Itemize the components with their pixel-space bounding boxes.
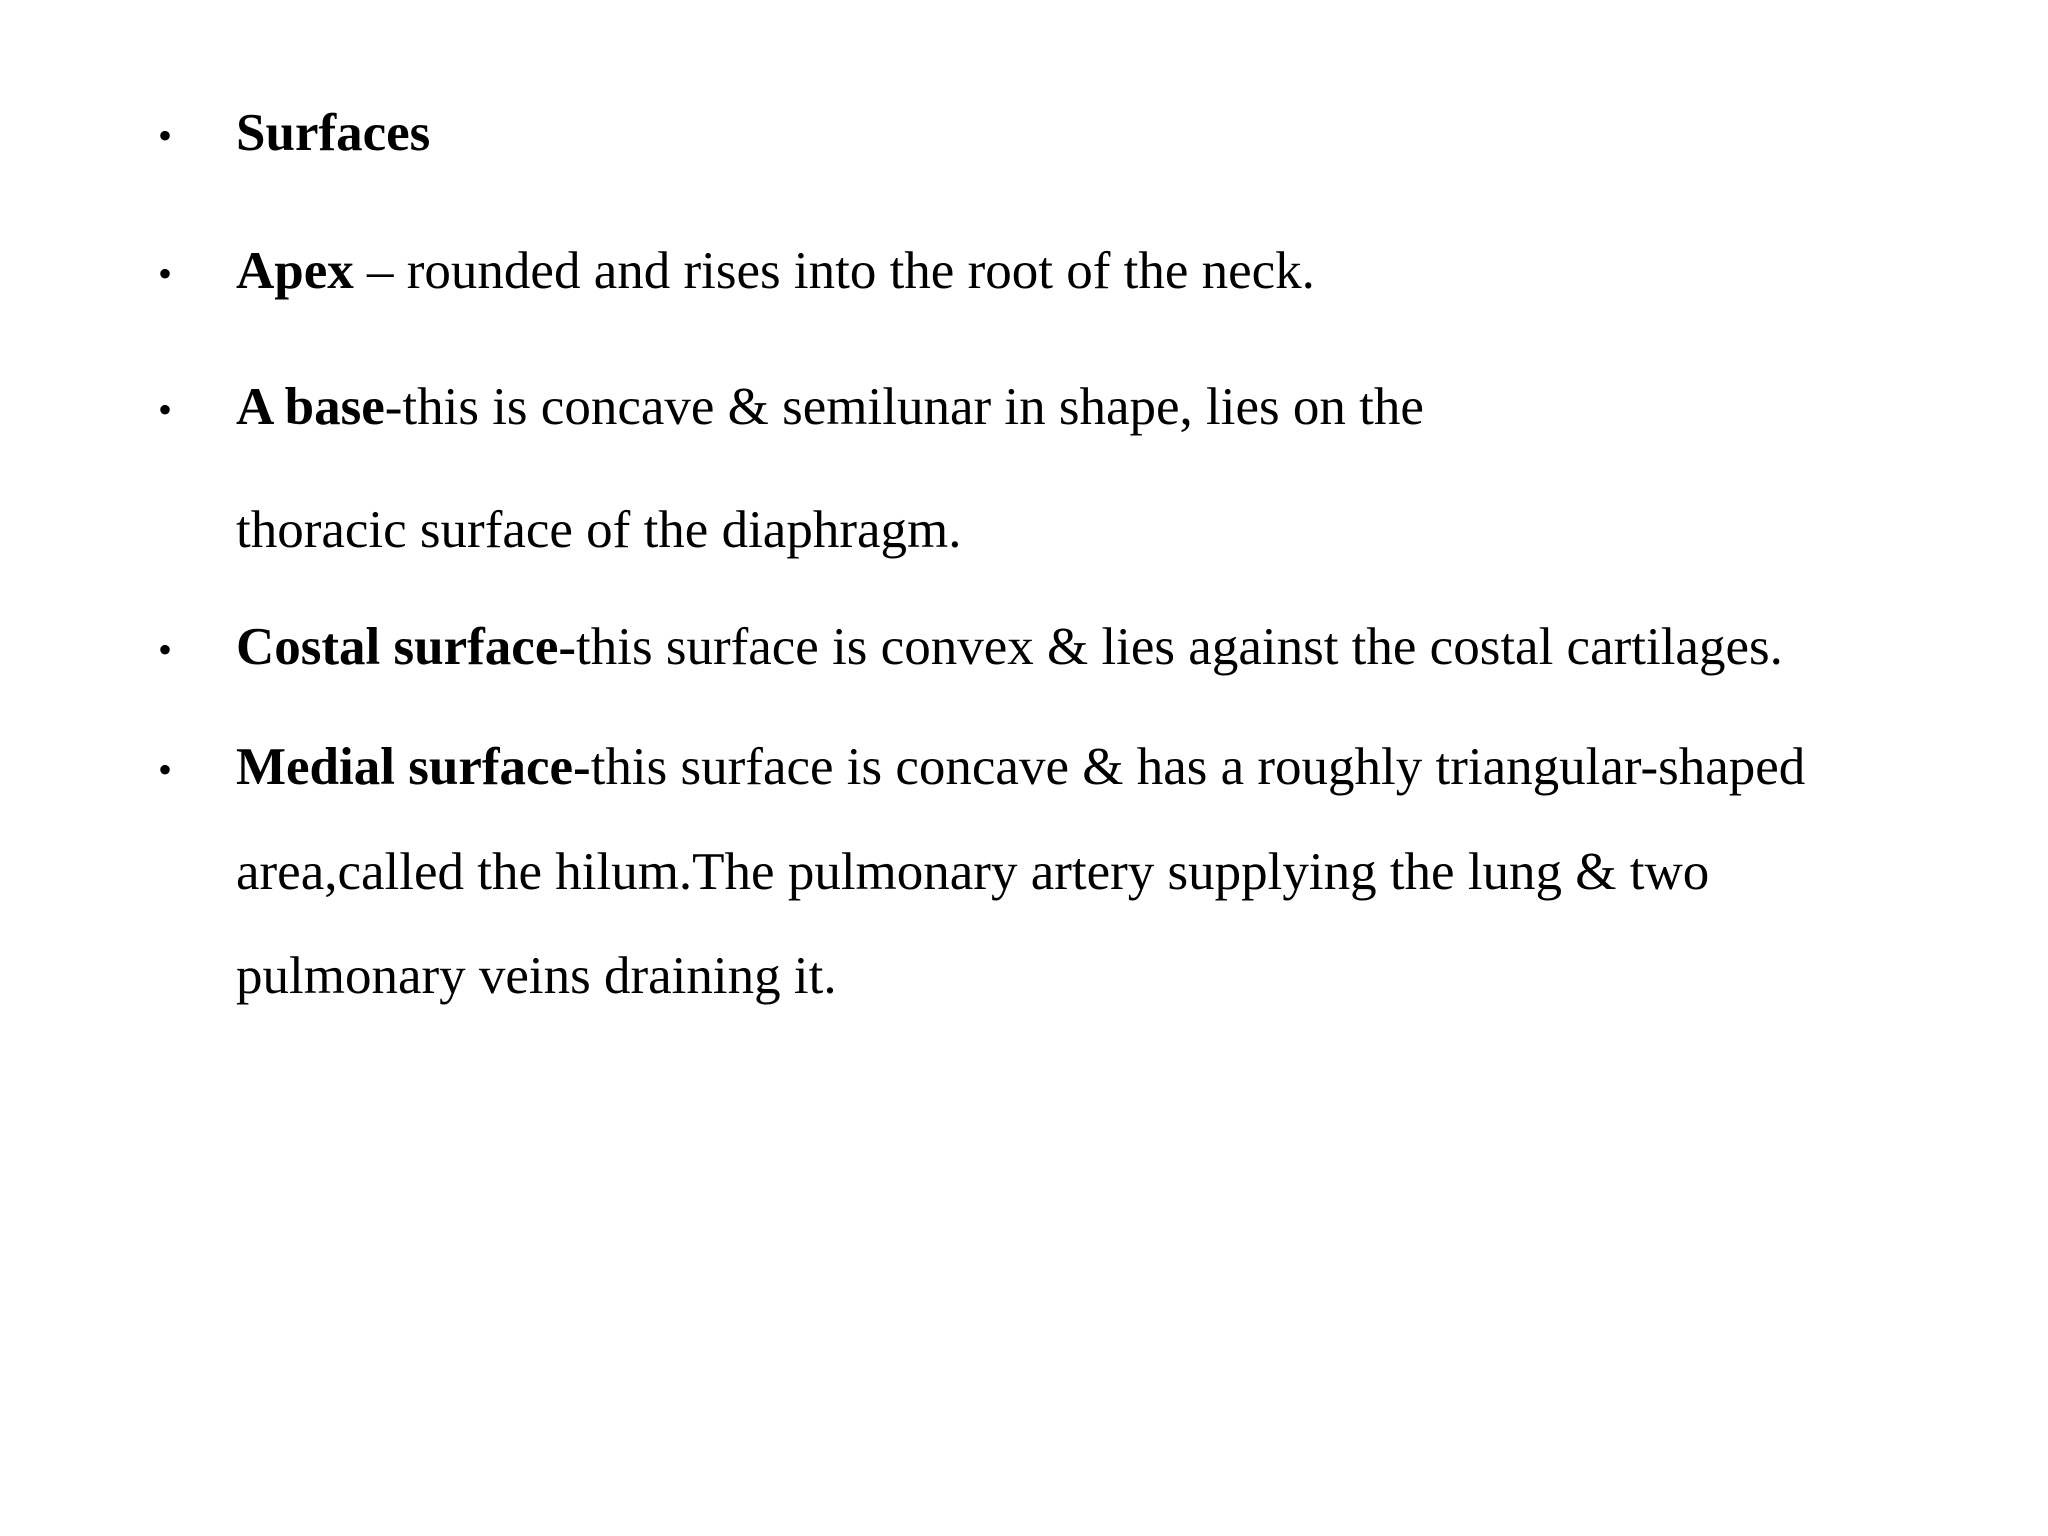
bullet-text: this surface is concave & has a roughly triangular-shaped xyxy=(590,738,1806,796)
bullet-line xyxy=(236,378,1424,436)
bullet-line xyxy=(236,738,1806,796)
bullet-line xyxy=(236,242,1315,300)
bullet-continuation-line: thoracic surface of the diaphragm. xyxy=(236,501,962,559)
bullet-term: Apex xyxy=(236,242,354,300)
bullet-continuation-line: pulmonary veins draining it. xyxy=(236,947,837,1005)
bullet-icon: • xyxy=(158,747,173,792)
bullet-icon: • xyxy=(158,387,173,432)
bullet-icon: • xyxy=(158,251,173,296)
bullet-term: Medial surface- xyxy=(236,738,591,796)
bullet-term: A base xyxy=(236,378,385,436)
bullet-icon: • xyxy=(158,113,173,158)
bullet-text: -this is concave & semilunar in shape, lies on the xyxy=(384,378,1424,436)
bullet-icon: • xyxy=(158,627,173,672)
bullet-text: this surface is convex & lies against the costal cartilages. xyxy=(576,618,1783,676)
bullet-line xyxy=(236,618,1783,676)
bullet-term: Costal surface- xyxy=(236,618,576,676)
bullet-text: – rounded and rises into the root of the neck. xyxy=(353,242,1315,300)
bullet-continuation-line: area,called the hilum.The pulmonary artery supplying the lung & two xyxy=(236,843,1710,901)
bullet-line xyxy=(236,104,431,162)
bullet-term: Surfaces xyxy=(236,104,431,162)
